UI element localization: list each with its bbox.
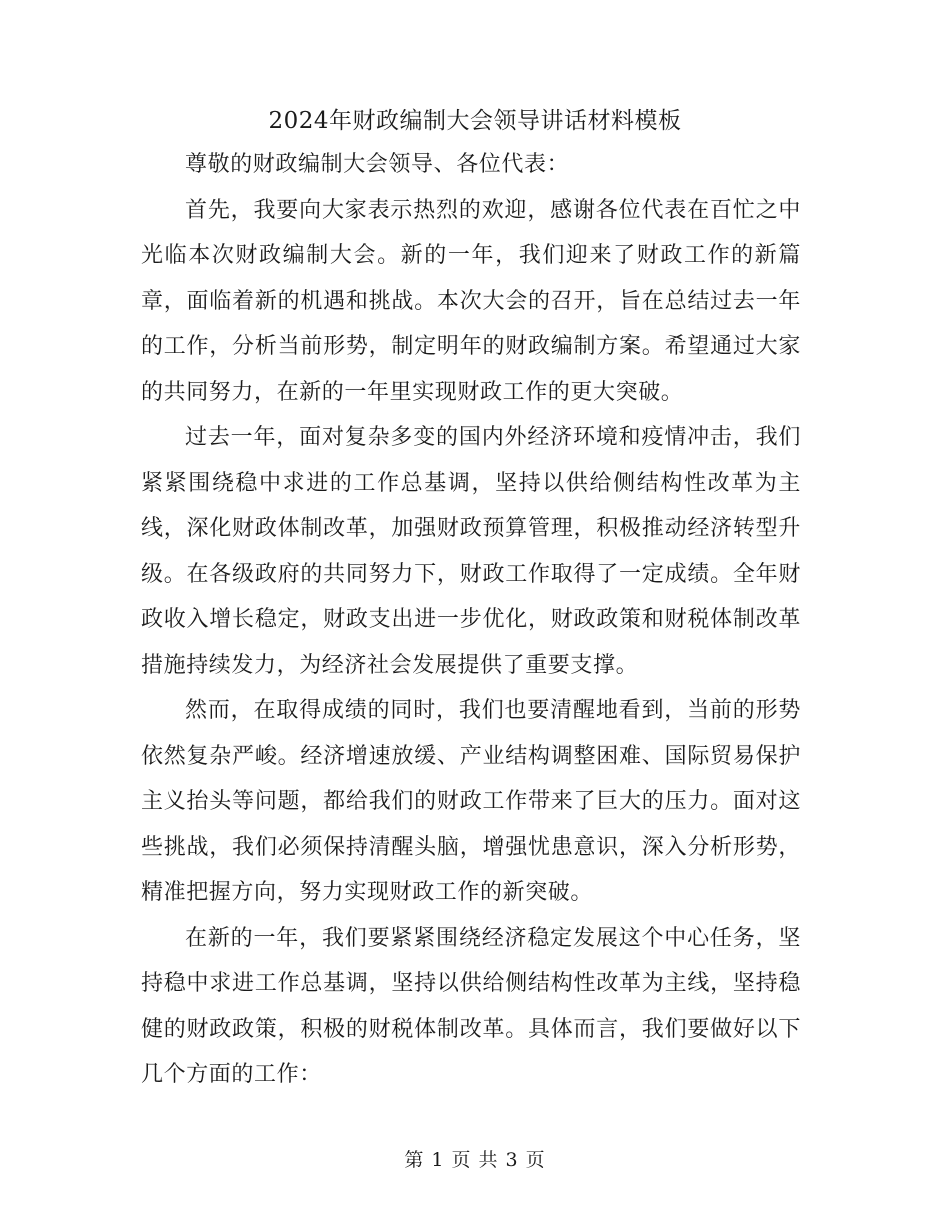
page-number-footer: 第 1 页 共 3 页 (404, 1149, 546, 1171)
review-paragraph: 过去一年，面对复杂多变的国内外经济环境和疫情冲击，我们紧紧围绕稳中求进的工作总基调，坚持以供给侧结构性改革为主线，深化财政体制改革，加强财政预算管理，积极推动经济转型升级。在各级政府的共同努力下，财政工作取得了一定成绩。全年财政收入增长稳定，财政支出进一步优化，财政政策和财税体制改革措施持续发力，为经济社会发展提供了重要支撑。 (141, 425, 801, 678)
salutation-paragraph: 尊敬的财政编制大会领导、各位代表： (185, 152, 570, 177)
document-title: 2024年财政编制大会领导讲话材料模板 (268, 108, 682, 134)
plan-paragraph: 在新的一年，我们要紧紧围绕经济稳定发展这个中心任务，坚持稳中求进工作总基调，坚持以供给侧结构性改革为主线，坚持稳健的财政政策，积极的财税体制改革。具体而言，我们要做好以下几个方面的工作： (141, 925, 801, 1087)
challenges-paragraph: 然而，在取得成绩的同时，我们也要清醒地看到，当前的形势依然复杂严峻。经济增速放缓、产业结构调整困难、国际贸易保护主义抬头等问题，都给我们的财政工作带来了巨大的压力。面对这些挑战，我们必须保持清醒头脑，增强忧患意识，深入分析形势，精准把握方向，努力实现财政工作的新突破。 (141, 698, 801, 905)
document-body (141, 142, 801, 1098)
welcome-paragraph: 首先，我要向大家表示热烈的欢迎，感谢各位代表在百忙之中光临本次财政编制大会。新的一年，我们迎来了财政工作的新篇章，面临着新的机遇和挑战。本次大会的召开，旨在总结过去一年的工作，分析当前形势，制定明年的财政编制方案。希望通过大家的共同努力，在新的一年里实现财政工作的更大突破。 (141, 197, 801, 405)
